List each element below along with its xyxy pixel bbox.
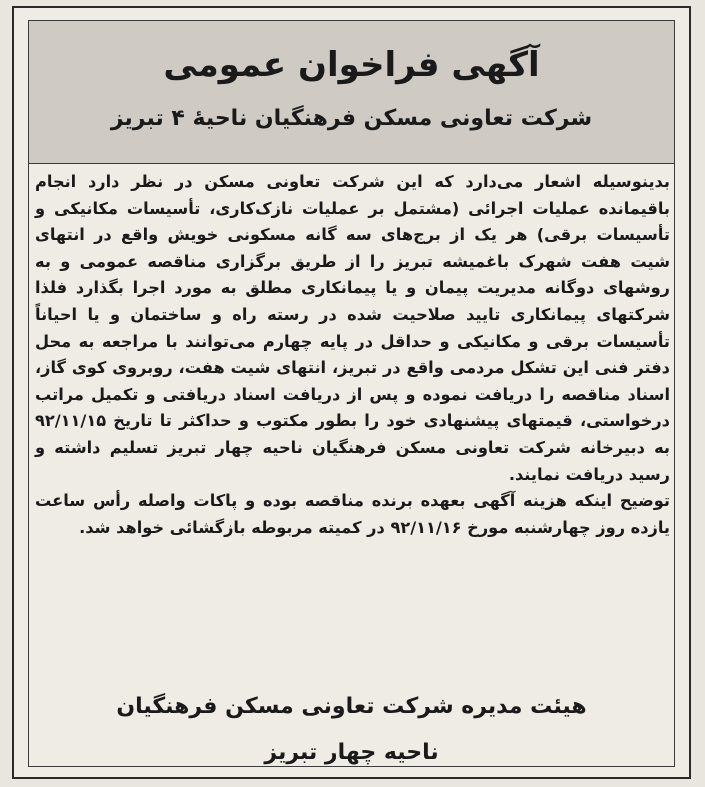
signature-board: هیئت مدیره شرکت تعاونی مسکن فرهنگیان	[116, 694, 587, 719]
notice-paragraph-note: توضیح اینکه هزینه آگهی بعهده برنده مناقصه بوده و پاکات واصله رأس ساعت یازده روز چهارشنبه مورخ ۹۲/۱۱/۱۶ در کمیته مربوطه بازگشائی خواهد شد.	[35, 491, 670, 537]
notice-inner-frame	[28, 20, 675, 767]
signature-district: ناحیه چهار تبریز	[264, 740, 439, 765]
notice-body	[35, 169, 670, 541]
notice-subtitle: شرکت تعاونی مسکن فرهنگیان ناحیهٔ ۴ تبریز	[110, 106, 593, 131]
notice-header	[29, 21, 674, 164]
notice-paragraph-main: بدینوسیله اشعار می‌دارد که این شرکت تعاونی مسکن در نظر دارد انجام باقیمانده عملیات اجرائی (مشتمل بر عملیات نازک‌کاری، تأسیسات مکانیکی و تأسیسات برقی) هر یک از برج‌های سه گانه مسکونی خویش واقع در انتهای شیت هفت شهرک باغمیشه تبریز را از طریق برگزاری مناقصه عمومی و به روشهای دوگانه مدیریت پیمان و یا پیمانکاری مطلق به مورد اجرا بگذارد فلذا شرکتهای پیمانکاری تایید صلاحیت شده در رسته راه و ساختمان و یا احیاناً تأسیسات برقی و مکانیکی و حداقل در پایه چهارم می‌توانند با مراجعه به محل دفتر فنی این تشکل مردمی واقع در تبریز، انتهای شیت هفت، روبروی کوی گاز، اسناد مناقصه را دریافت نموده و پس از دریافت اسناد دریافتی و تکمیل مراتب درخواستی، قیمتهای پیشنهادی خود را بطور مکتوب و حداکثر تا تاریخ ۹۲/۱۱/۱۵ به دبیرخانه شرکت تعاونی مسکن فرهنگیان ناحیه چهار تبریز تسلیم داشته و رسید دریافت نمایند.	[35, 172, 670, 484]
tender-notice	[12, 6, 691, 779]
notice-title: آگهی فراخوان عمومی	[163, 45, 540, 85]
